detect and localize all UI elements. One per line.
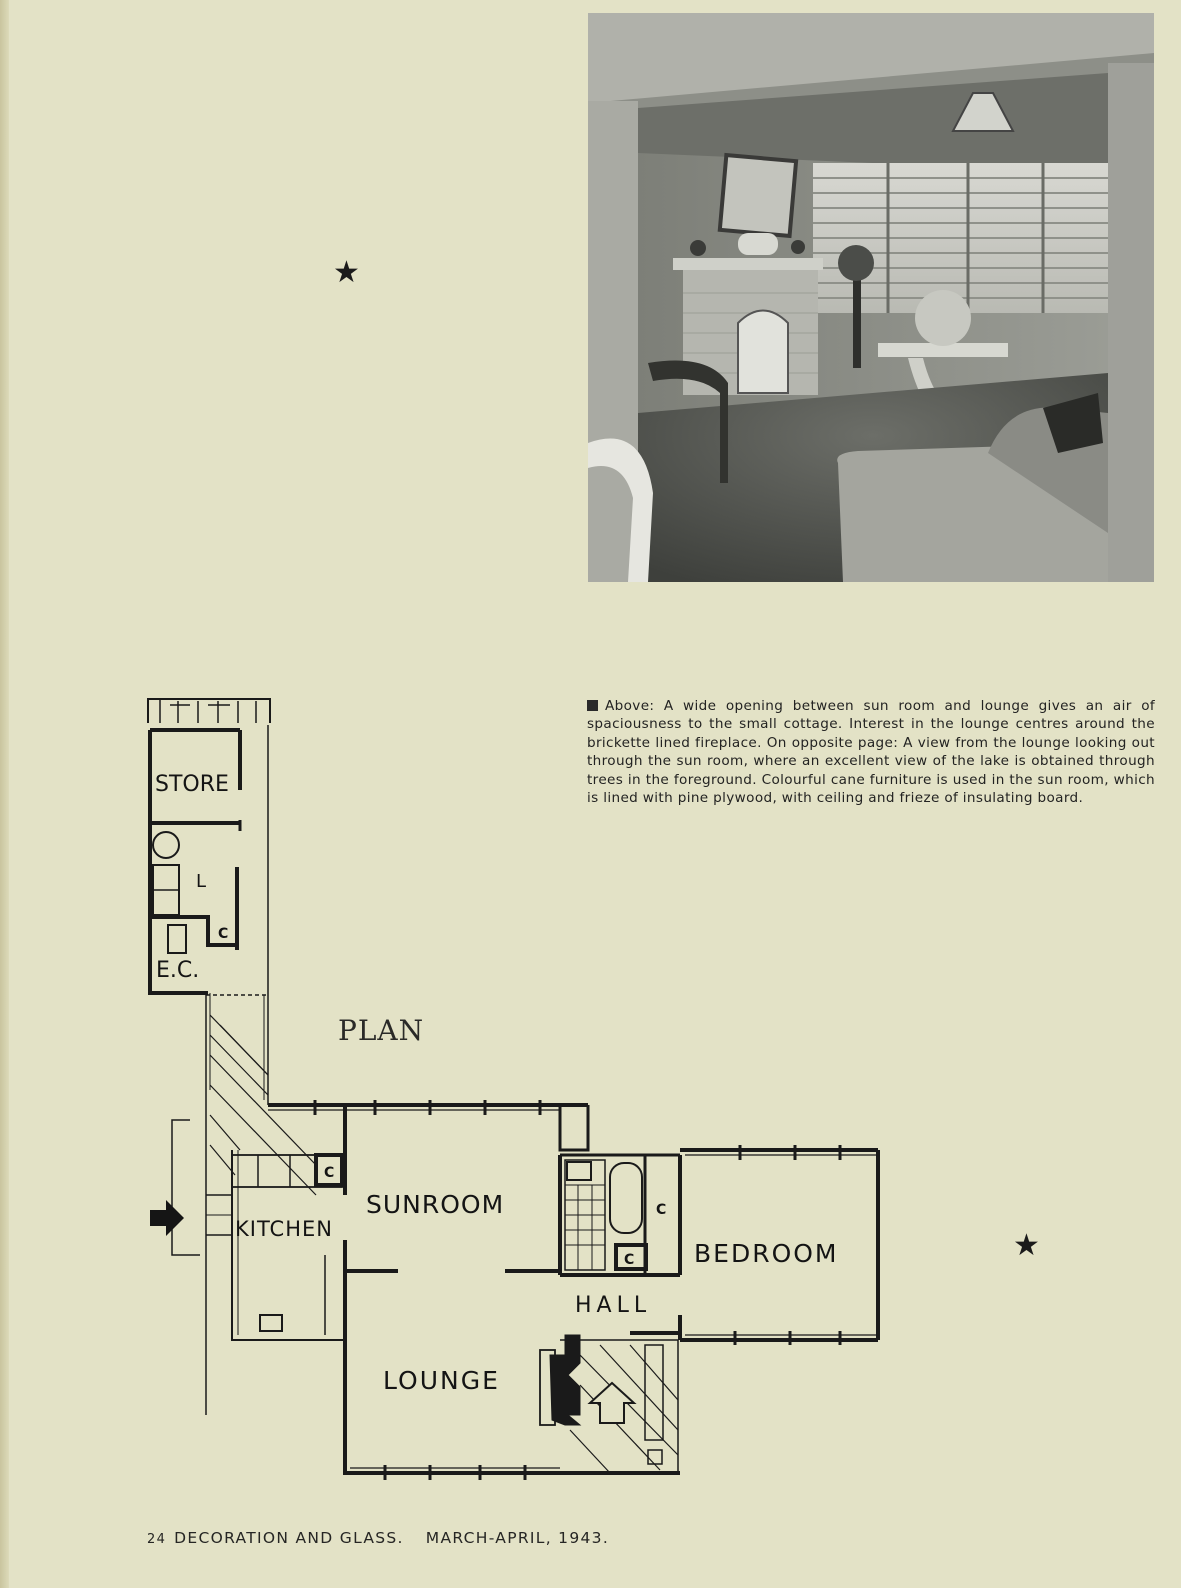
room-label-kitchen: KITCHEN <box>235 1217 333 1241</box>
room-label-bedroom: BEDROOM <box>694 1239 839 1268</box>
room-label-cupboard: C <box>656 1202 667 1218</box>
room-label-sunroom: SUNROOM <box>366 1190 505 1219</box>
star-icon: ★ <box>333 255 360 290</box>
plan-title: PLAN <box>338 1014 425 1047</box>
interior-photograph <box>588 13 1154 582</box>
page-number: 24 <box>147 1532 167 1547</box>
entrance-arrow-icon <box>150 1200 184 1236</box>
page-footer <box>147 1529 609 1547</box>
room-label-ec: E.C. <box>156 958 200 983</box>
star-icon: ★ <box>1013 1228 1040 1263</box>
room-label-cupboard: C <box>624 1252 635 1268</box>
room-label-cupboard: C <box>218 926 229 942</box>
caption-text: Above: A wide opening between sun room and lounge gives an air of spaciousness to the small cottage. Interest in the lounge centres around the brickette lined fireplace. On opposite page: A view from the lounge looking out through the sun room, where an excellent view of the lake is obtained through trees in the foreground. Colourful cane furniture is used in the sun room, which is lined with pine plywood, with ceiling and frieze of insulating board. <box>587 698 1155 807</box>
room-label-laundry: L <box>196 871 207 892</box>
room-label-lounge: LOUNGE <box>383 1366 500 1395</box>
fireplace-arrow-icon <box>590 1383 634 1423</box>
publication-name: DECORATION AND GLASS. <box>174 1529 404 1547</box>
page-spine-edge <box>0 0 9 1588</box>
room-label-cupboard: C <box>324 1165 335 1181</box>
room-label-store: STORE <box>155 772 229 797</box>
floor-plan <box>140 695 900 1495</box>
issue-date: MARCH-APRIL, 1943. <box>425 1529 610 1547</box>
room-label-hall: HALL <box>575 1293 652 1318</box>
